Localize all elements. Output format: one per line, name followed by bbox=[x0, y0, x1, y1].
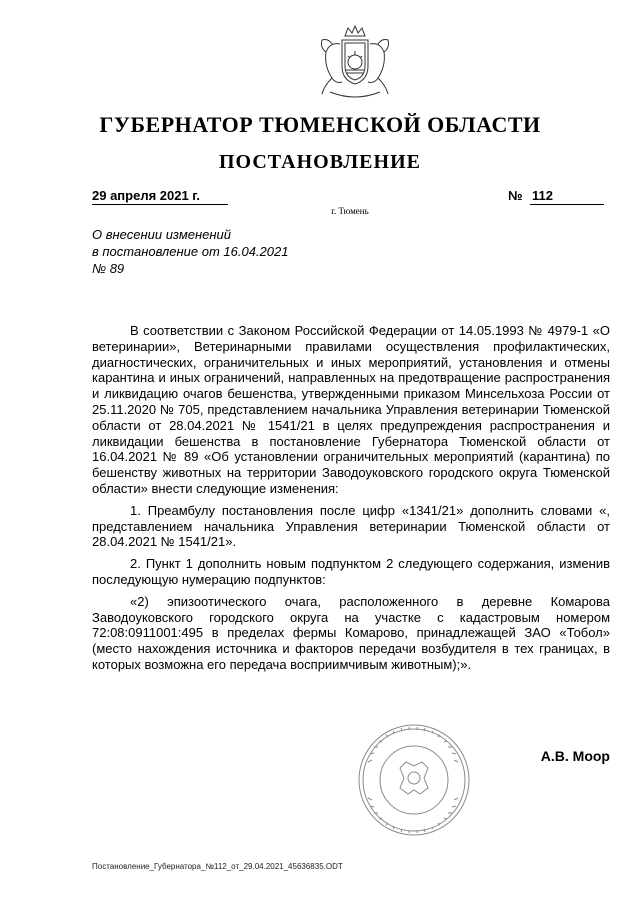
official-seal-stamp bbox=[356, 722, 472, 838]
body-paragraph: 1. Преамбулу постановления после цифр «1341/21» дополнить словами «, представлением начальника Управления ветеринарии Тюменской области от 28.04.2021 № 1541/21». bbox=[92, 502, 610, 550]
document-type-title: ПОСТАНОВЛЕНИЕ bbox=[219, 151, 421, 173]
signatory-name: А.В. Моор bbox=[540, 748, 610, 764]
body-paragraph: «2) эпизоотического очага, расположенного в деревне Комарова Заводоуковского городского округа на участке с кадастровым номером 72:08:0911001:495 в пределах фермы Комарово, принадлежащей ЗАО «Тобол» (место нахождения источника и факторов передачи возбудителя в тех границах, в которых возможна его передача восприимчивым животным);». bbox=[92, 593, 610, 672]
authority-title: ГУБЕРНАТОР ТЮМЕНСКОЙ ОБЛАСТИ bbox=[99, 112, 541, 137]
subject-line: О внесении изменений bbox=[92, 227, 231, 242]
document-subject bbox=[92, 226, 352, 277]
body-paragraph: В соответствии с Законом Российской Федерации от 14.05.1993 № 4979-1 «О ветеринарии», Ветеринарными правилами осуществления профилактических, диагностических, ограничительных и иных мероприятий, установления и отмены карантина и иных ограничений, направленных на предотвращение распространения и ликвидацию очагов бешенства, утвержденными приказом Минсельхоза России от 25.11.2020 № 705, представлением начальника Управления ветеринарии Тюменской области от 28.04.2021 № 1541/21 в целях предупреждения распространения и ликвидации бешенства в постановление Губернатора Тюменской области от 16.04.2021 № 89 «Об установлении ограничительных мероприятий (карантина) по бешенству животных на территории Заводоуковского городского округа Тюменской области» внести следующие изменения: bbox=[92, 323, 610, 496]
document-date: 29 апреля 2021 г. bbox=[92, 188, 228, 205]
document-body bbox=[92, 323, 610, 679]
city-label: г. Тюмень bbox=[331, 206, 369, 216]
number-sign: № bbox=[508, 188, 523, 203]
document-number: 112 bbox=[530, 188, 604, 205]
subject-line: в постановление от 16.04.2021 bbox=[92, 244, 289, 259]
subject-line: № 89 bbox=[92, 261, 125, 276]
coat-of-arms-icon bbox=[312, 22, 398, 102]
footer-filename: Постановление_Губернатора_№112_от_29.04.2021_45636835.ODT bbox=[92, 862, 343, 871]
body-paragraph: 2. Пункт 1 дополнить новым подпунктом 2 следующего содержания, изменив последующую нумерацию подпунктов: bbox=[92, 556, 610, 587]
